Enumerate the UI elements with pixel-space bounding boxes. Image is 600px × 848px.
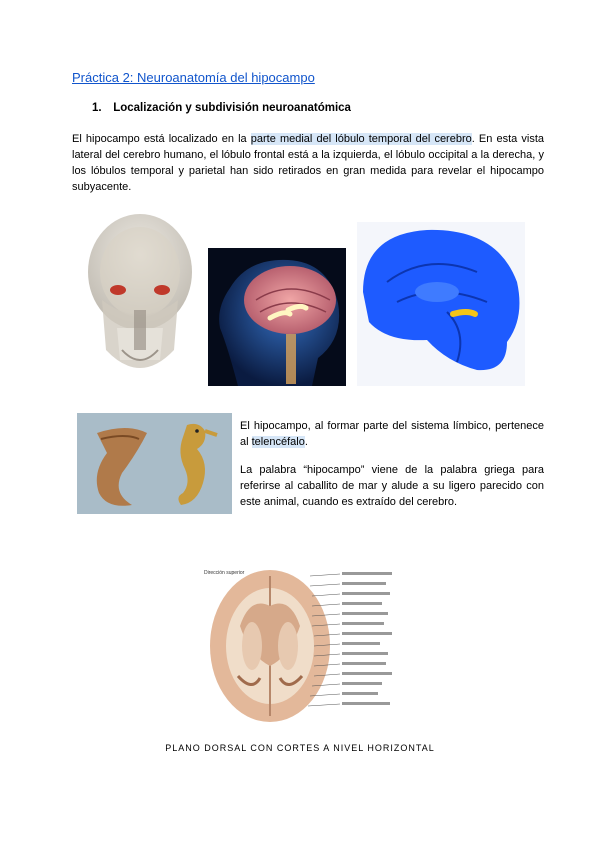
limbic-text-start: El hipocampo, al formar parte del sistema límbico, pertenece al bbox=[240, 420, 544, 448]
figure-header: Dirección superior bbox=[204, 570, 245, 576]
blue-brain-image bbox=[357, 222, 525, 386]
seahorse-comparison-image bbox=[77, 413, 232, 514]
intro-paragraph bbox=[72, 131, 544, 195]
page-title[interactable]: Práctica 2: Neuroanatomía del hipocampo bbox=[72, 70, 315, 85]
intro-text-end: . En esta vista lateral del cerebro humano, el lóbulo frontal está a la izquierda, el lóbulo occipital a la derecha, y los lóbulos temporal y parietal han sido retirados en gran medida para revelar el hipocampo subyacente. bbox=[72, 133, 545, 193]
section-label: Localización y subdivisión neuroanatómica bbox=[113, 102, 351, 114]
horizontal-section-figure bbox=[200, 566, 415, 724]
figure-caption: PLANO DORSAL CON CORTES A NIVEL HORIZONTAL bbox=[165, 743, 435, 753]
limbic-highlight: telencéfalo bbox=[251, 436, 305, 448]
limbic-text-end: . bbox=[304, 436, 308, 448]
limbic-paragraph bbox=[240, 418, 544, 450]
skull-hippocampus-image bbox=[82, 210, 198, 386]
section-heading bbox=[92, 102, 351, 114]
etymology-paragraph: La palabra “hipocampo” viene de la palabra griega para referirse al caballito de mar y alude a su ligero parecido con este animal, cuando es extraído del cerebro. bbox=[240, 464, 544, 508]
intro-text-start: El hipocampo está localizado en la bbox=[72, 133, 251, 145]
head-profile-image bbox=[208, 248, 346, 386]
intro-highlight: parte medial del lóbulo temporal del cerebro bbox=[250, 133, 472, 145]
section-number: 1. bbox=[92, 102, 102, 114]
